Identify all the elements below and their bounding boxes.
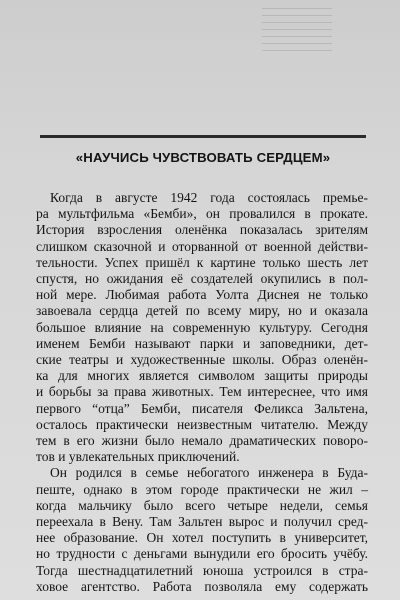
text-line: слишком сказочной и оторванной от военной действи- — [36, 238, 368, 254]
show-through-text — [262, 8, 332, 56]
text-line: осталось практически неизвестным читателю. Между — [36, 416, 368, 432]
text-line: Он родился в семье небогатого инженера в Буда- — [50, 465, 368, 481]
text-line: но трудности с деньгами вынудили его бросить учёбу. — [36, 546, 368, 562]
heading-rule — [40, 135, 366, 138]
text-line: именем Бемби называют парки и заповедники, дет- — [36, 335, 368, 351]
text-line: переехала в Вену. Там Зальтен вырос и получил сред- — [36, 514, 368, 530]
text-line: пеште, однако в этом городе практически не жил – — [36, 481, 368, 497]
text-line: завоевала сердца детей по всему миру, но и оказала — [36, 303, 368, 319]
text-line: История взросления оленёнка показалась зрителям — [36, 222, 368, 238]
text-line: тем в его жизни было немало драматических поворо- — [36, 433, 368, 449]
text-line: ховое агентство. Работа позволяла ему содержать — [36, 578, 368, 594]
text-line: и борьбы за права животных. Тем интереснее, что имя — [36, 384, 368, 400]
text-line: ной мере. Любимая работа Уолта Диснея не только — [36, 287, 368, 303]
text-line: Когда в августе 1942 года состоялась премье- — [50, 190, 368, 205]
body-text — [36, 190, 368, 595]
text-line: Тогда шестнадцатилетний юноша устроился в стра- — [36, 562, 368, 578]
text-line: ка для многих является символом защиты природы — [36, 368, 368, 384]
text-line: большое влияние на современную культуру. Сегодня — [36, 319, 368, 335]
text-line: тельности. Успех пришёл к картине только шесть лет — [36, 254, 368, 270]
text-line: ра мультфильма «Бемби», он провалился в прокате. — [36, 206, 368, 222]
chapter-heading: «НАУЧИСЬ ЧУВСТВОВАТЬ СЕРДЦЕМ» — [75, 150, 331, 165]
paragraph — [36, 465, 368, 595]
text-line: когда мальчику было всего четыре недели, семья — [36, 497, 368, 513]
text-line: тов и увлекательных приключений. — [36, 449, 240, 465]
text-line: нее образование. Он хотел поступить в университет, — [36, 530, 368, 546]
text-line: ские театры и художественные школы. Образ оленён- — [36, 352, 368, 368]
text-line: спустя, но ожидания её создателей окупились в пол- — [36, 271, 368, 287]
text-line: первого “отца” Бемби, писателя Феликса Зальтена, — [36, 400, 368, 416]
paragraph — [36, 190, 368, 465]
